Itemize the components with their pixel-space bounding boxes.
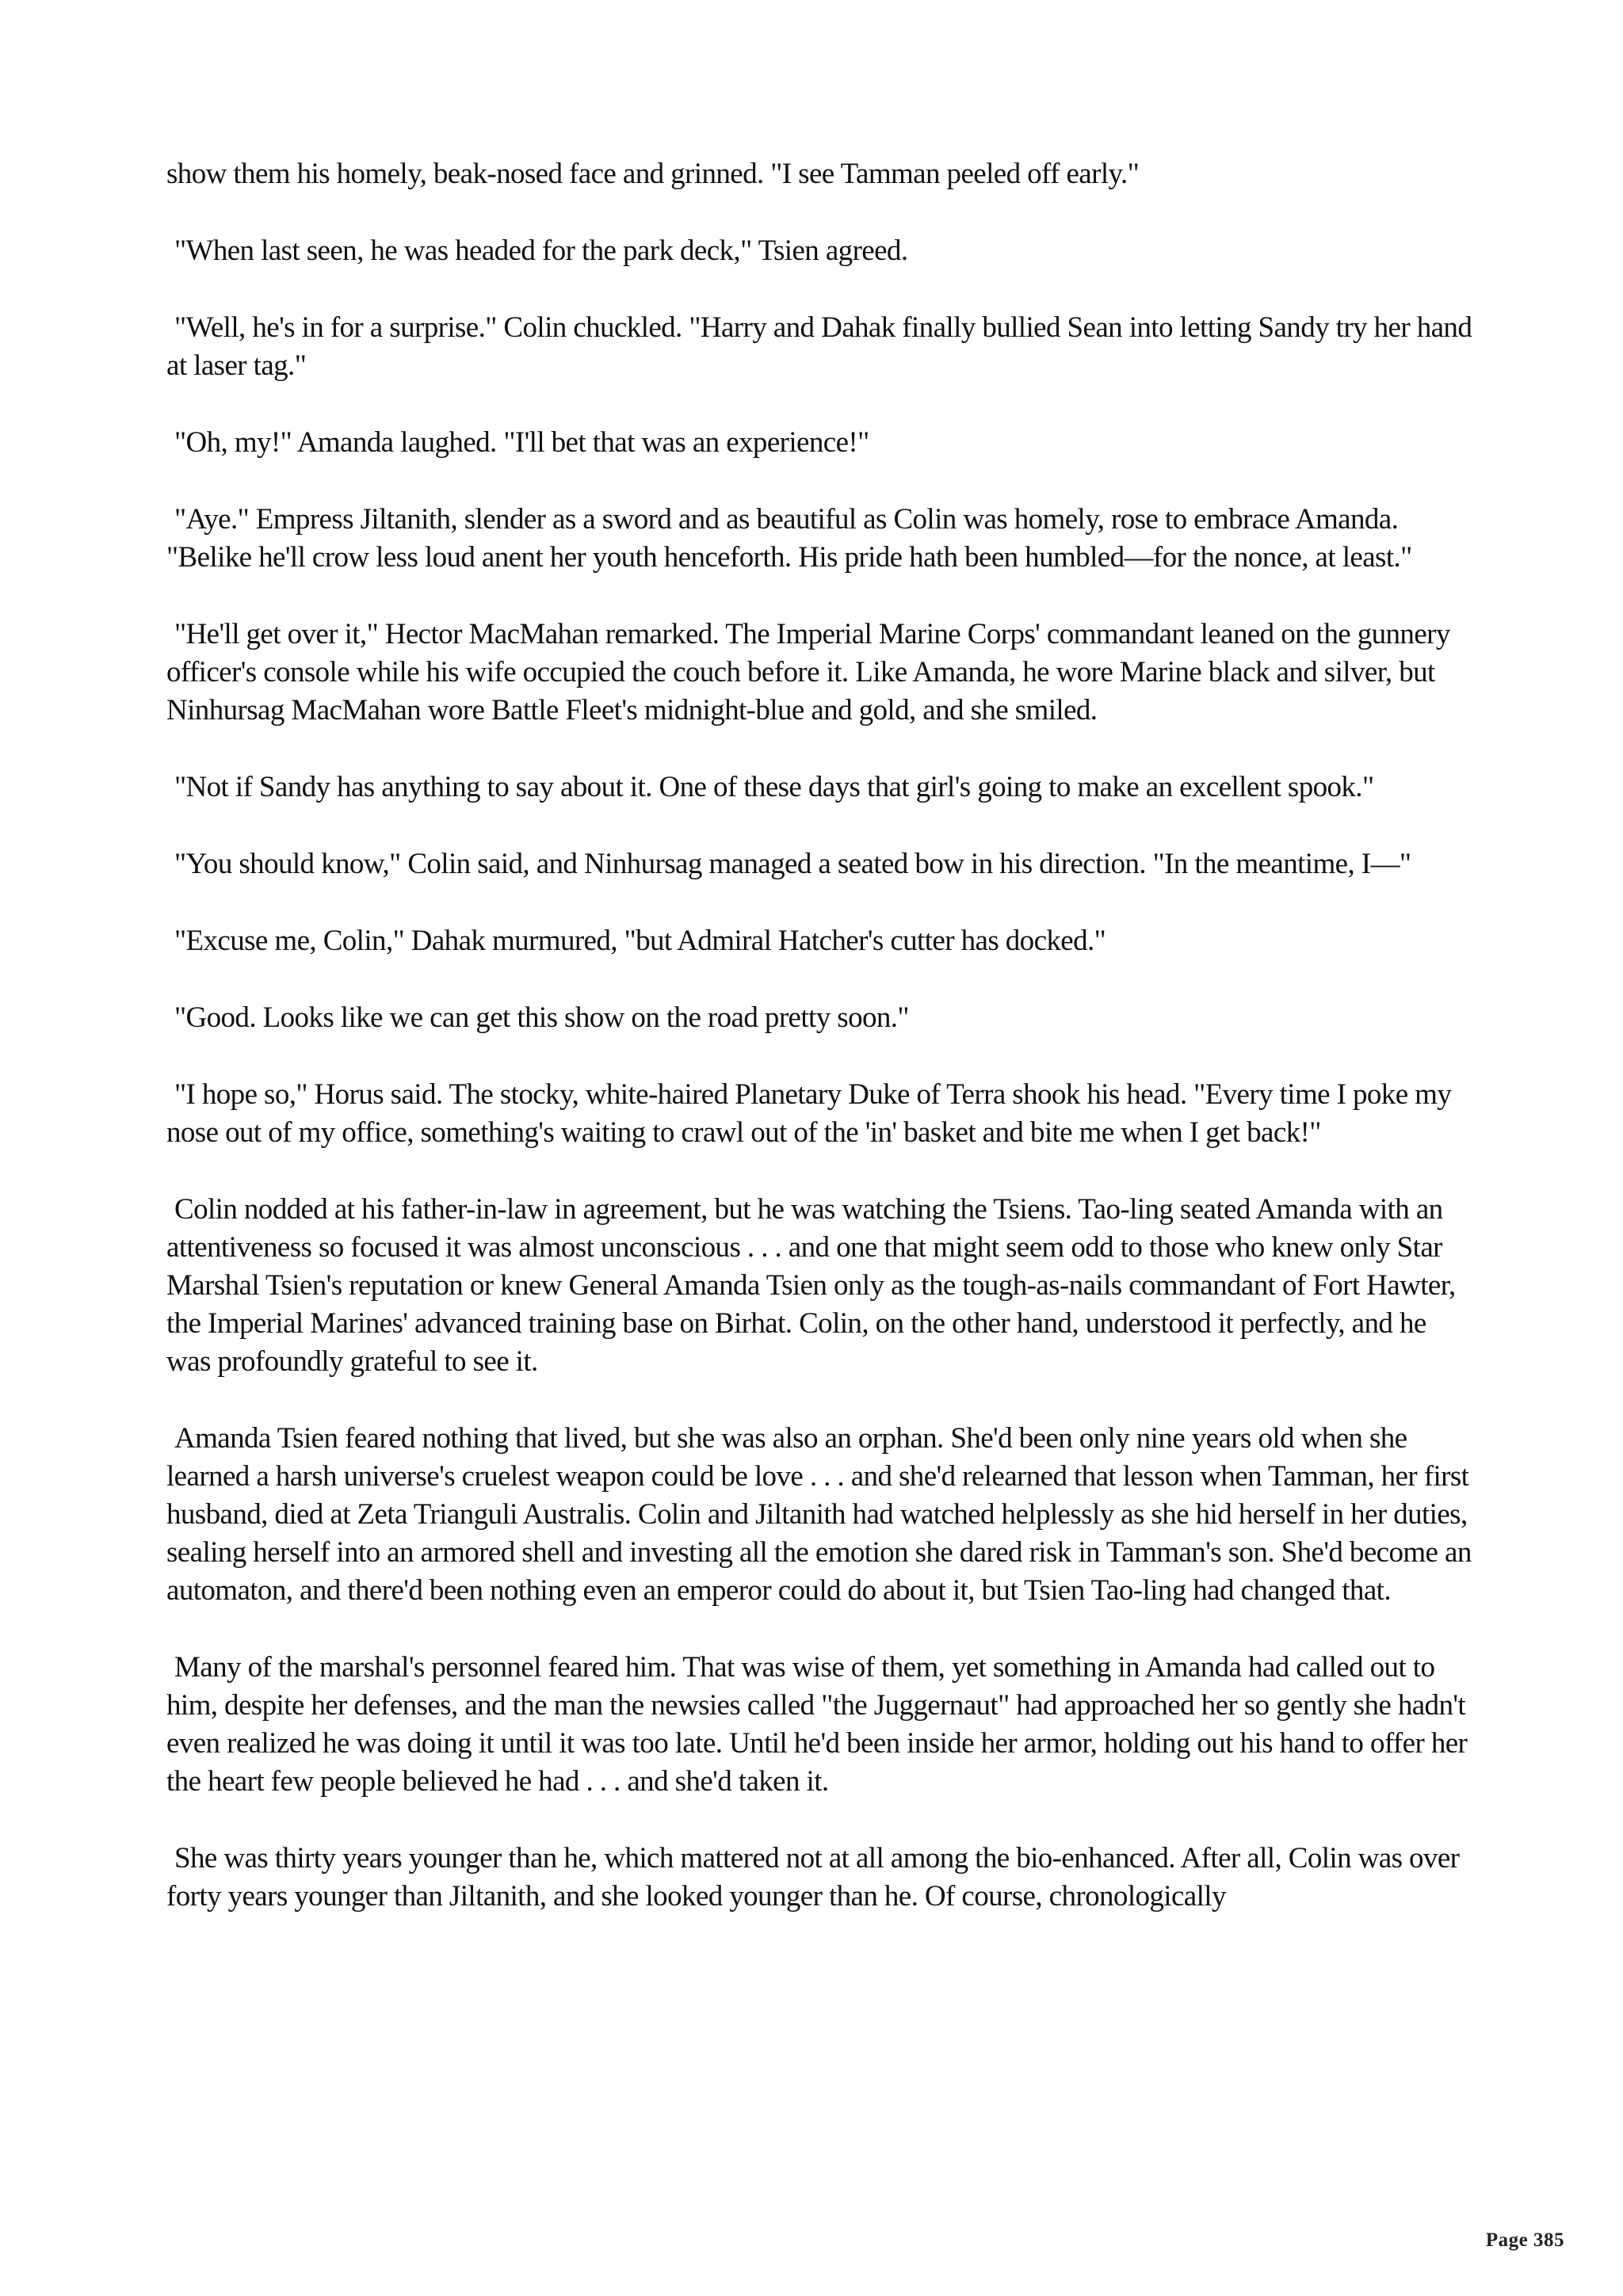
paragraph-10: "Good. Looks like we can get this show on the road pretty soon." (174, 1001, 909, 1034)
paragraph-14: Many of the marshal's personnel feared him. That was wise of them, yet something in Amanda had called out to him, despite her defenses, and the man the newsies called "the Juggernaut" had approached her so gently she hadn't even realized he was doing it until it was too late. Until he'd been inside her armor, holding out his hand to offer her the heart few people believed he had . . . and she'd taken it. (166, 1651, 1468, 1798)
paragraph-9: "Excuse me, Colin," Dahak murmured, "but Admiral Hatcher's cutter has docked." (174, 925, 1106, 957)
paragraph-8: "You should know," Colin said, and Ninhursag managed a seated bow in his direction. "In the meantime, I—" (174, 848, 1411, 880)
paragraph-5: "Aye." Empress Jiltanith, slender as a sword and as beautiful as Colin was homely, rose to embrace Amanda. "Belike he'll crow less loud anent her youth henceforth. His pride hath been humbled—for the nonce, at least." (166, 503, 1412, 574)
paragraph-15: She was thirty years younger than he, which mattered not at all among the bio-enhanced. After all, Colin was over forty years younger than Jiltanith, and she looked younger than he. Of course, chronologically (166, 1842, 1460, 1913)
paragraph-3: "Well, he's in for a surprise." Colin chuckled. "Harry and Dahak finally bullied Sean into letting Sandy try her hand at laser tag." (166, 311, 1472, 382)
paragraph-12: Colin nodded at his father-in-law in agreement, but he was watching the Tsiens. Tao-ling seated Amanda with an attentiveness so focused it was almost unconscious . . . and one that might seem odd to those who knew only Star Marshal Tsien's reputation or knew General Amanda Tsien only as the tough-as-nails commandant of Fort Hawter, the Imperial Marines' advanced training base on Birhat. Colin, on the other hand, understood it perfectly, and he was profoundly grateful to see it. (166, 1193, 1456, 1378)
paragraph-2: "When last seen, he was headed for the park deck," Tsien agreed. (174, 235, 908, 267)
paragraph-4: "Oh, my!" Amanda laughed. "I'll bet that was an experience!" (174, 426, 869, 459)
paragraph-1: show them his homely, beak-nosed face and grinned. "I see Tamman peeled off early." (166, 158, 1140, 190)
page-number: Page 385 (1485, 2229, 1564, 2251)
paragraph-7: "Not if Sandy has anything to say about it. One of these days that girl's going to make an excellent spook." (174, 771, 1374, 803)
paragraph-11: "I hope so," Horus said. The stocky, white-haired Planetary Duke of Terra shook his head. "Every time I poke my nose out of my office, something's waiting to crawl out of the 'in' basket and bite me when I get back!" (166, 1078, 1452, 1149)
paragraph-6: "He'll get over it," Hector MacMahan remarked. The Imperial Marine Corps' commandant leaned on the gunnery officer's console while his wife occupied the couch before it. Like Amanda, he wore Marine black and silver, but Ninhursag MacMahan wore Battle Fleet's midnight-blue and gold, and she smiled. (166, 618, 1450, 727)
paragraph-13: Amanda Tsien feared nothing that lived, but she was also an orphan. She'd been only nine years old when she learned a harsh universe's cruelest weapon could be love . . . and she'd relearned that lesson when Tamman, her first husband, died at Zeta Trianguli Australis. Colin and Jiltanith had watched helplessly as she hid herself in her duties, sealing herself into an armored shell and investing all the emotion she dared risk in Tamman's son. She'd become an automaton, and there'd been nothing even an emperor could do about it, but Tsien Tao-ling had changed that. (166, 1422, 1472, 1607)
body-text (166, 155, 1474, 1955)
